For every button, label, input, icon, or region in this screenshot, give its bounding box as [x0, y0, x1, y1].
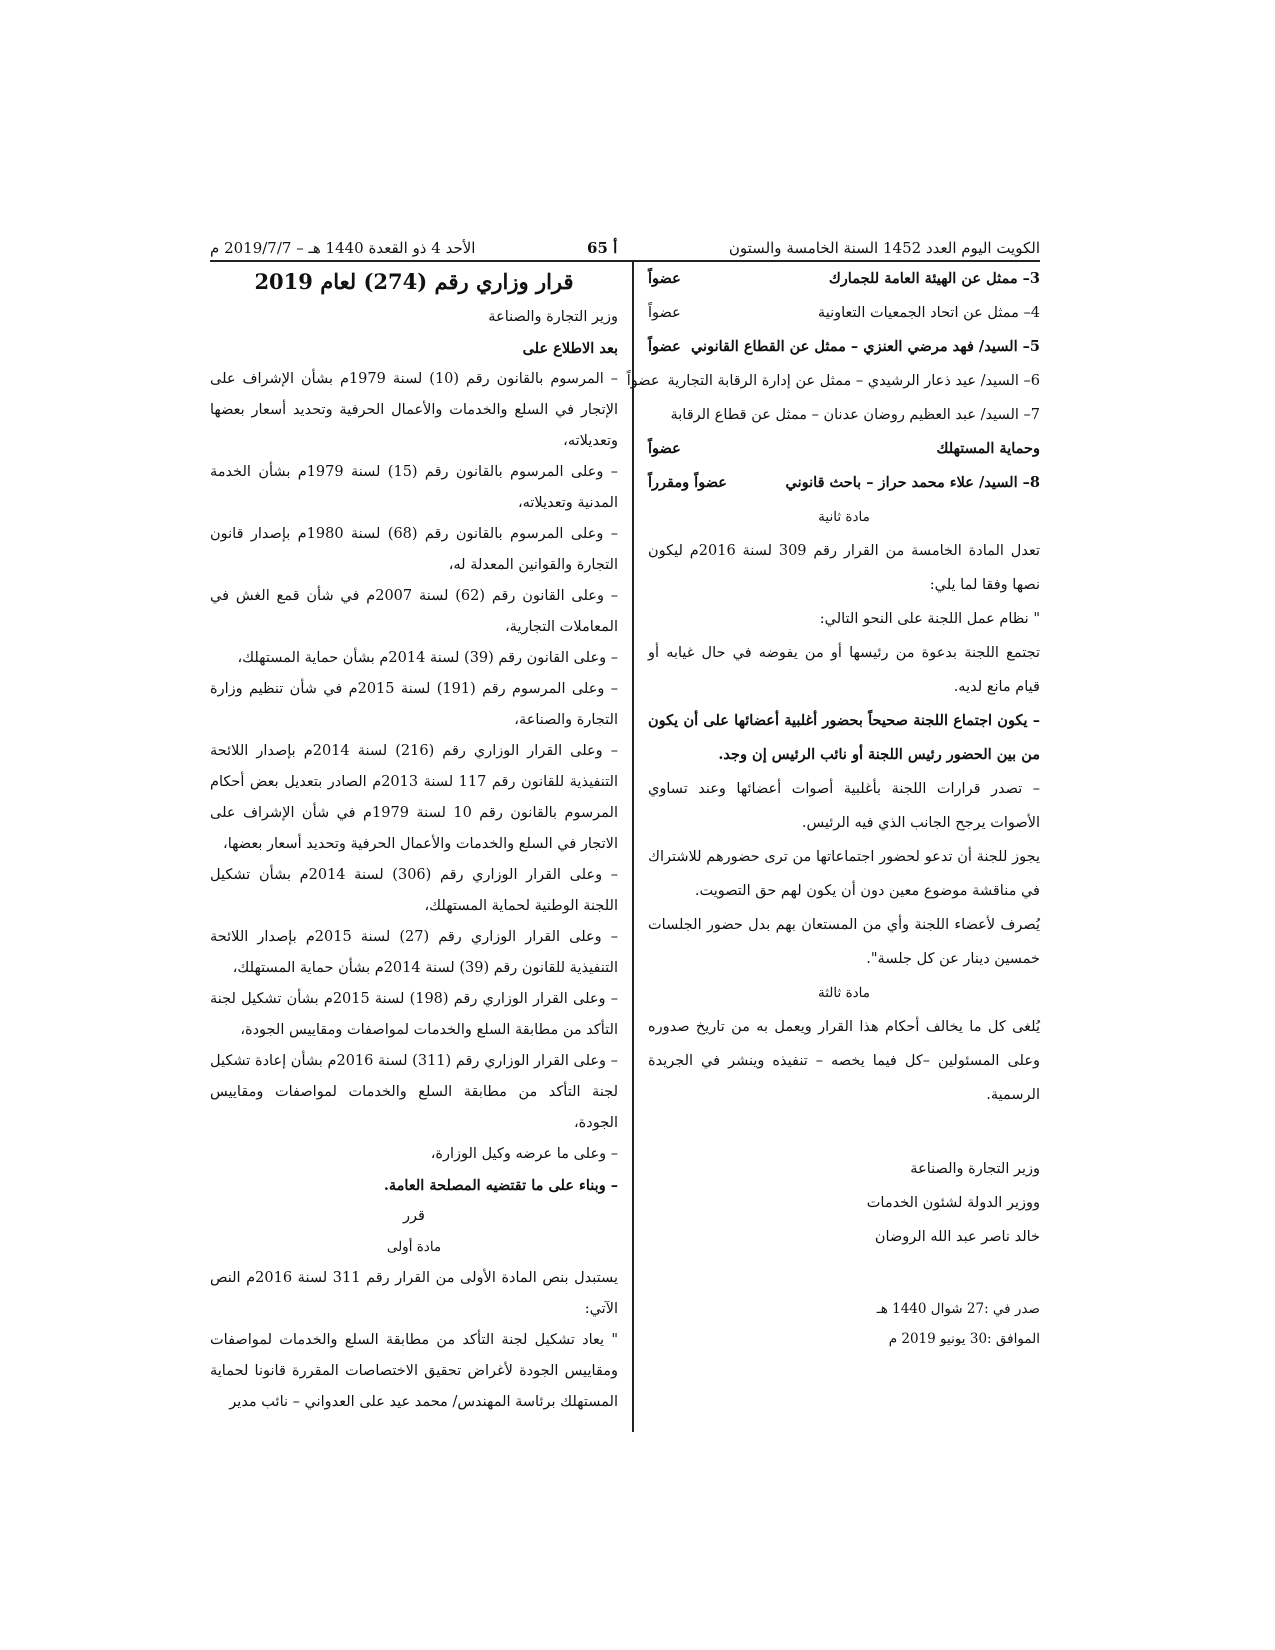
decided-heading: قرر: [403, 1208, 425, 1224]
signature-block: [648, 1152, 1040, 1254]
signature-line: خالد ناصر عبد الله الروضان: [874, 1229, 1040, 1245]
member-row: [648, 330, 1040, 364]
member-text: 8– السيد/ علاء محمد حراز – باحث قانوني: [785, 474, 1040, 491]
preamble-item: – وبناء على ما تقتضيه المصلحة العامة.: [383, 1177, 618, 1194]
issue-date-hijri: صدر في :27 شوال 1440 هـ: [876, 1301, 1040, 1317]
header-page-number: 65 أ: [587, 239, 618, 257]
article-2-paragraph: يُصرف لأعضاء اللجنة وأي من المستعان بهم بدل حضور الجلسات خمسين دينار عن كل جلسة".: [648, 917, 1040, 967]
article-1-quote: " يعاد تشكيل لجنة التأكد من مطابقة السلع والخدمات لمواصفات ومقاييس الجودة لأغراض تحقيق الاختصاصات المقررة قانونا لحماية المستهلك برئاسة المهندس/ محمد عيد على العدواني – نائب مدير: [210, 1332, 618, 1410]
member-row: [626, 364, 1040, 398]
preamble-item: – وعلى ما عرضه وكيل الوزارة،: [430, 1146, 618, 1162]
member-text: 3– ممثل عن الهيئة العامة للجمارك: [828, 270, 1040, 287]
preamble-item: – وعلى القانون رقم (39) لسنة 2014م بشأن حماية المستهلك،: [237, 650, 618, 666]
preamble-item: – وعلى المرسوم رقم (191) لسنة 2015م في شأن تنظيم وزارة التجارة والصناعة،: [210, 681, 618, 728]
column-divider: [632, 262, 634, 1432]
article-2-title: مادة ثانية: [818, 509, 870, 525]
header-date: الأحد 4 ذو القعدة 1440 هـ – 2019/7/7 م: [210, 239, 476, 257]
member-row: [648, 432, 1040, 466]
member-row: [648, 296, 1040, 330]
issue-date-block: [648, 1294, 1040, 1354]
member-text: 4– ممثل عن اتحاد الجمعيات التعاونية: [817, 305, 1040, 321]
signature-line: وزير التجارة والصناعة: [910, 1161, 1040, 1177]
article-2-paragraph: تعدل المادة الخامسة من القرار رقم 309 لسنة 2016م ليكون نصها وفقا لما يلي:: [648, 543, 1040, 593]
preamble-item: – المرسوم بالقانون رقم (10) لسنة 1979م بشأن الإشراف على الإتجار في السلع والخدمات والأعمال الحرفية وتحديد أسعار بعضها وتعديلاته،: [210, 371, 618, 449]
member-7-line-2: وحماية المستهلك: [936, 440, 1040, 457]
member-7-line-1: 7– السيد/ عبد العظيم روضان عدنان – ممثل عن قطاع الرقابة: [670, 407, 1040, 423]
member-role: عضواً: [648, 305, 681, 321]
preamble-item: – وعلى القرار الوزاري رقم (216) لسنة 2014م بإصدار اللائحة التنفيذية للقانون رقم 117 لسنة 2013م الصادر بتعديل بعض أحكام المرسوم بالقانون رقم 10 لسنة 1979م في شأن الإشراف على الاتجار في السلع والخدمات والأعمال الحرفية وتحديد أسعار بعضها،: [210, 743, 618, 852]
issue-date-gregorian: الموافق :30 يونيو 2019 م: [888, 1331, 1040, 1347]
member-role: عضواً: [648, 338, 681, 355]
decision-title: قرار وزاري رقم (274) لعام 2019: [254, 269, 574, 294]
preamble-item: – وعلى القرار الوزاري رقم (198) لسنة 2015م بشأن تشكيل لجنة التأكد من مطابقة السلع والخدمات لمواصفات ومقاييس الجودة،: [210, 991, 618, 1038]
member-role: عضواً: [648, 440, 681, 457]
preamble-item: – وعلى القانون رقم (62) لسنة 2007م في شأن قمع الغش في المعاملات التجارية،: [210, 588, 619, 635]
right-column: [626, 262, 1040, 1354]
article-3-title: مادة ثالثة: [817, 985, 871, 1001]
member-text: 6– السيد/ عيد ذعار الرشيدي – ممثل عن إدارة الرقابة التجارية: [667, 373, 1040, 389]
article-2-paragraph: – يكون اجتماع اللجنة صحيحاً بحضور أغلبية أعضائها على أن يكون من بين الحضور رئيس اللجنة أو نائب الرئيس إن وجد.: [648, 712, 1040, 763]
article-2-paragraph: " نظام عمل اللجنة على النحو التالي:: [819, 611, 1040, 627]
member-text: 5– السيد/ فهد مرضي العنزي – ممثل عن القطاع القانوني: [690, 338, 1040, 355]
preamble-item: – وعلى القرار الوزاري رقم (306) لسنة 2014م بشأن تشكيل اللجنة الوطنية لحماية المستهلك،: [210, 867, 618, 914]
article-1-title: مادة أولى: [386, 1239, 442, 1255]
preamble-item: – وعلى المرسوم بالقانون رقم (68) لسنة 1980م بإصدار قانون التجارة والقوانين المعدلة له،: [210, 526, 618, 573]
member-row: [648, 466, 1040, 500]
signature-line: ووزير الدولة لشئون الخدمات: [866, 1195, 1040, 1211]
header-gazette-issue: الكويت اليوم العدد 1452 السنة الخامسة والستون: [728, 239, 1040, 257]
preamble-item: – وعلى المرسوم بالقانون رقم (15) لسنة 1979م بشأن الخدمة المدنية وتعديلاته،: [210, 464, 618, 511]
minister-line: وزير التجارة والصناعة: [488, 309, 618, 325]
member-role: عضواً: [626, 373, 660, 389]
article-2-paragraph: – تصدر قرارات اللجنة بأغلبية أصوات أعضائها وعند تساوي الأصوات يرجح الجانب الذي فيه الرئيس.: [648, 781, 1040, 831]
article-2-paragraph: تجتمع اللجنة بدعوة من رئيسها أو من يفوضه في حال غيابه أو قيام مانع لديه.: [648, 645, 1040, 695]
after-review-line: بعد الاطلاع على: [522, 340, 618, 357]
member-row: [648, 262, 1040, 296]
left-column: [210, 262, 618, 1418]
article-2-paragraph: يجوز للجنة أن تدعو لحضور اجتماعاتها من ترى حضورهم للاشتراك في مناقشة موضوع معين دون أن يكون لهم حق التصويت.: [648, 849, 1040, 899]
article-3-text: يُلغى كل ما يخالف أحكام هذا القرار ويعمل به من تاريخ صدوره وعلى المسئولين –كل فيما يخصه – تنفيذه وينشر في الجريدة الرسمية.: [648, 1019, 1040, 1103]
member-role: عضواً ومقرراً: [648, 474, 727, 491]
page-header: [210, 230, 1040, 262]
preamble-item: – وعلى القرار الوزاري رقم (311) لسنة 2016م بشأن إعادة تشكيل لجنة التأكد من مطابقة السلع والخدمات لمواصفات ومقاييس الجودة،: [210, 1053, 618, 1131]
article-1-text: يستبدل بنص المادة الأولى من القرار رقم 311 لسنة 2016م النص الآتي:: [210, 1270, 618, 1317]
preamble-item: – وعلى القرار الوزاري رقم (27) لسنة 2015م بإصدار اللائحة التنفيذية للقانون رقم (39) لسنة 2014م بشأن حماية المستهلك،: [210, 929, 618, 976]
member-role: عضواً: [648, 270, 681, 287]
